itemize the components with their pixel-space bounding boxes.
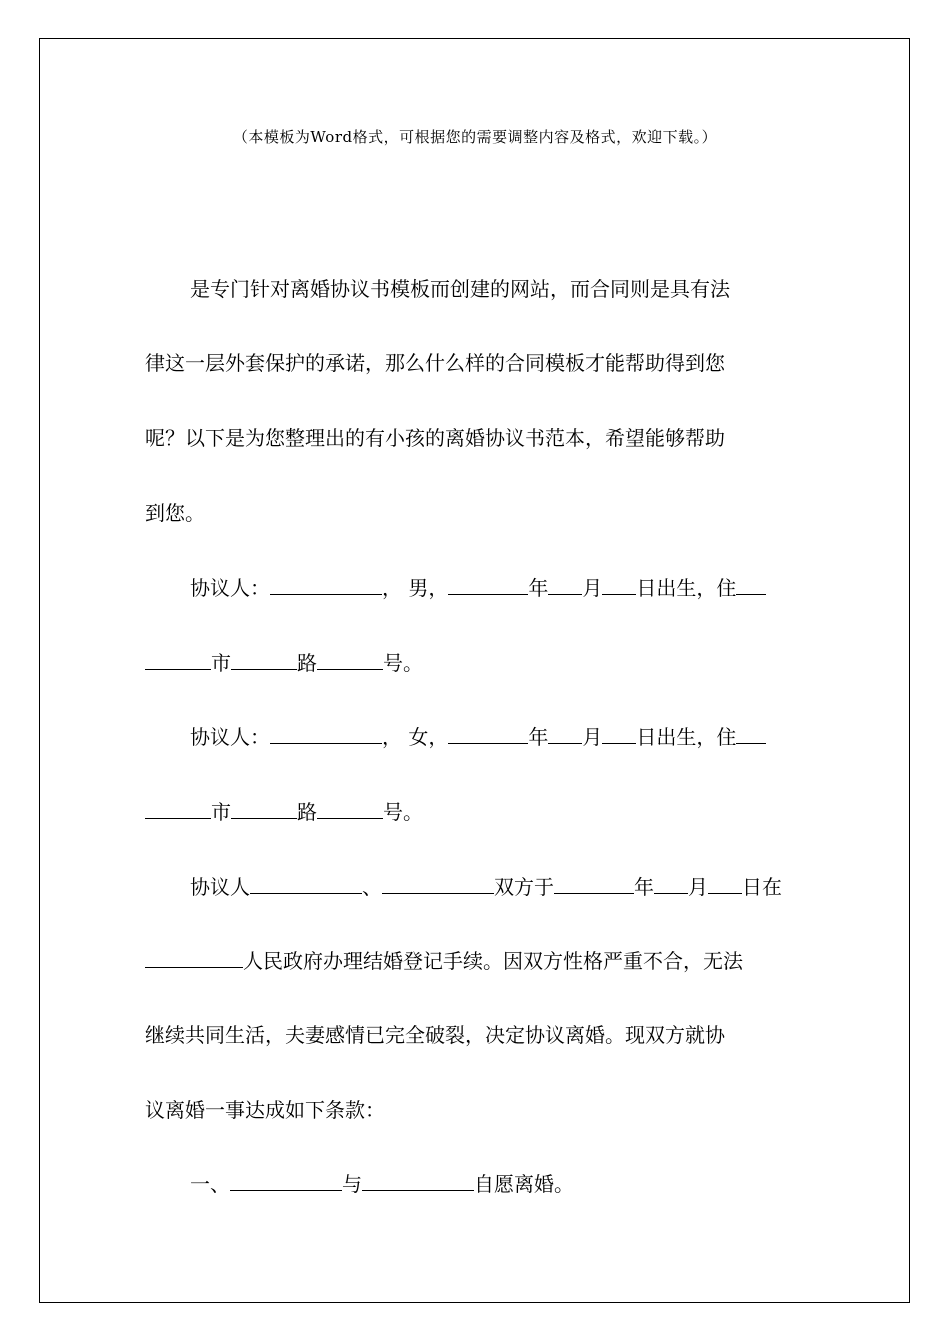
year-blank[interactable] <box>448 574 528 595</box>
name-blank[interactable] <box>250 873 362 894</box>
year-label: 年 <box>634 875 654 899</box>
month-blank[interactable] <box>654 873 688 894</box>
party-label: 协议人： <box>190 576 270 600</box>
clause-text: 自愿离婚。 <box>474 1172 574 1196</box>
clause-number: 一、 <box>190 1172 230 1196</box>
month-label: 月 <box>582 576 603 600</box>
intro-line-1: 是专门针对离婚协议书模板而创建的网站，而合同则是具有法 <box>190 277 730 301</box>
name-blank[interactable] <box>382 873 494 894</box>
party-label: 协议人 <box>190 875 250 899</box>
address-blank[interactable] <box>145 649 211 670</box>
birth-label: 日出生，住 <box>636 576 737 600</box>
road-blank[interactable] <box>317 649 383 670</box>
month-blank[interactable] <box>548 723 582 744</box>
party-male-line-2 <box>145 649 423 677</box>
party-female-line-2 <box>145 798 423 826</box>
address-blank[interactable] <box>736 574 766 595</box>
day-blank[interactable] <box>602 574 636 595</box>
name-blank[interactable] <box>362 1170 474 1191</box>
month-blank[interactable] <box>548 574 582 595</box>
party-female-line-1 <box>190 723 766 751</box>
month-label: 月 <box>688 875 708 899</box>
marriage-line-2 <box>145 947 743 975</box>
party-label: 协议人： <box>190 725 270 749</box>
year-blank[interactable] <box>448 723 528 744</box>
city-blank[interactable] <box>231 798 297 819</box>
name-blank[interactable] <box>230 1170 342 1191</box>
city-blank[interactable] <box>231 649 297 670</box>
party-male-line-1 <box>190 574 766 602</box>
year-label: 年 <box>528 576 549 600</box>
clause-1 <box>190 1170 574 1198</box>
city-label: 市 <box>211 800 231 824</box>
day-blank[interactable] <box>602 723 636 744</box>
name-blank[interactable] <box>270 574 382 595</box>
birth-label: 日出生，住 <box>636 725 737 749</box>
year-blank[interactable] <box>554 873 634 894</box>
marriage-line-1 <box>190 873 782 901</box>
government-blank[interactable] <box>145 947 243 968</box>
intro-line-4: 到您。 <box>145 501 205 525</box>
year-label: 年 <box>528 725 549 749</box>
marriage-text: 人民政府办理结婚登记手续。因双方性格严重不合，无法 <box>243 949 743 973</box>
number-label: 号。 <box>383 651 423 675</box>
road-label: 路 <box>297 800 317 824</box>
with-label: 与 <box>342 1172 362 1196</box>
intro-line-2: 律这一层外套保护的承诺，那么什么样的合同模板才能帮助得到您 <box>145 351 725 375</box>
number-label: 号。 <box>383 800 423 824</box>
day-label: 日在 <box>742 875 782 899</box>
address-blank[interactable] <box>145 798 211 819</box>
template-note: （本模板为Word格式，可根据您的需要调整内容及格式，欢迎下载。） <box>232 128 718 146</box>
marriage-line-3: 继续共同生活，夫妻感情已完全破裂，决定协议离婚。现双方就协 <box>145 1023 725 1047</box>
city-label: 市 <box>211 651 231 675</box>
month-label: 月 <box>582 725 603 749</box>
road-blank[interactable] <box>317 798 383 819</box>
gender-text: ， 男， <box>382 576 449 600</box>
road-label: 路 <box>297 651 317 675</box>
day-blank[interactable] <box>708 873 742 894</box>
both-label: 双方于 <box>494 875 554 899</box>
intro-line-3: 呢？以下是为您整理出的有小孩的离婚协议书范本，希望能够帮助 <box>145 426 725 450</box>
address-blank[interactable] <box>736 723 766 744</box>
marriage-line-4: 议离婚一事达成如下条款： <box>145 1098 385 1122</box>
name-blank[interactable] <box>270 723 382 744</box>
gender-text: ， 女， <box>382 725 449 749</box>
separator: 、 <box>362 875 382 899</box>
